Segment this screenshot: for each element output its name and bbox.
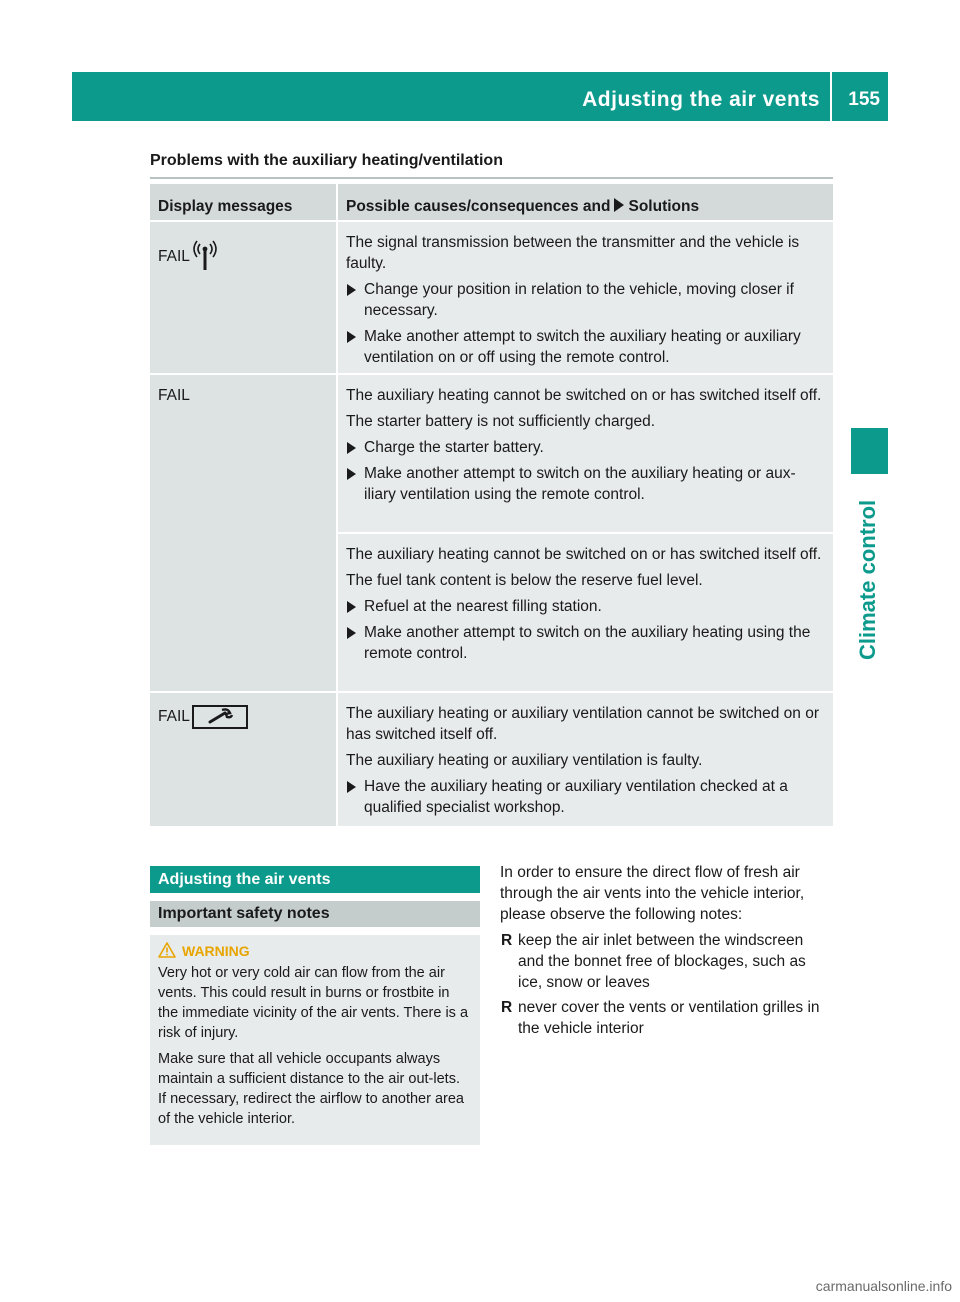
solution-step (346, 279, 825, 321)
cause-text: The auxiliary heating cannot be switched on or has switched itself off. (346, 546, 822, 563)
subsection-heading (150, 901, 480, 927)
warning-box (150, 935, 480, 1145)
table-row (150, 375, 833, 691)
step-text: Charge the starter battery. (364, 439, 544, 456)
display-message: FAIL (158, 248, 190, 266)
table-header (150, 184, 833, 220)
side-tab-marker (851, 428, 888, 474)
cause-text: The auxiliary heating or auxiliary ventilation cannot be switched on or has switched itself off. (346, 705, 820, 743)
arrow-icon (347, 601, 356, 613)
antenna-icon (192, 236, 218, 278)
solution-cell (338, 693, 833, 826)
display-message-cell (150, 375, 336, 691)
arrow-icon (347, 781, 356, 793)
wrench-icon (192, 705, 248, 729)
subsection-heading-text: Important safety notes (158, 905, 330, 922)
step-text: Make another attempt to switch on the auxiliary heating or aux-iliary ventilation using the remote control. (364, 465, 796, 503)
page-number: 155 (848, 89, 880, 110)
arrow-icon (347, 627, 356, 639)
arrow-icon (614, 198, 624, 212)
col-header-causes: Possible causes/consequences and (346, 198, 611, 215)
solution-step (346, 463, 825, 505)
step-text: Make another attempt to switch the auxiliary heating or auxiliary ventilation on or off using the remote control. (364, 328, 801, 366)
col-header-solutions-label: Solutions (628, 198, 700, 215)
step-text: Refuel at the nearest filling station. (364, 598, 602, 615)
cause-text: The auxiliary heating or auxiliary ventilation is faulty. (346, 752, 703, 769)
title-divider (150, 177, 833, 179)
header-title: Adjusting the air vents (582, 88, 820, 111)
solution-step (346, 437, 825, 458)
arrow-icon (347, 284, 356, 296)
solution-cell (338, 534, 833, 691)
step-text: Have the auxiliary heating or auxiliary ventilation checked at a qualified specialist workshop. (364, 778, 788, 816)
arrow-icon (347, 442, 356, 454)
display-message-cell (150, 693, 336, 826)
solution-cell (338, 375, 833, 532)
arrow-icon (347, 468, 356, 480)
warning-text: Make sure that all vehicle occupants always maintain a sufficient distance to the air out-lets. If necessary, redirect the airflow to another area of the vehicle interior. (158, 1051, 464, 1127)
cause-text: The starter battery is not sufficiently charged. (346, 413, 656, 430)
warning-icon (158, 942, 176, 958)
section-title: Problems with the auxiliary heating/ventilation (150, 152, 503, 169)
col-header-solutions (338, 184, 833, 220)
section-heading-text: Adjusting the air vents (158, 871, 331, 888)
solution-cell (338, 222, 833, 373)
solution-step (346, 596, 825, 617)
bullet-icon: R (501, 932, 513, 949)
warning-text: Very hot or very cold air can flow from the air vents. This could result in burns or frostbite in the immediate vicinity of the air vents. There is a risk of injury. (158, 965, 469, 1041)
cause-text: The signal transmission between the transmitter and the vehicle is faulty. (346, 234, 800, 272)
warning-label: WARNING (182, 943, 250, 959)
cause-text: The fuel tank content is below the reserve fuel level. (346, 572, 703, 589)
warning-header (158, 941, 472, 961)
notes-column (500, 862, 833, 1043)
list-item-text: never cover the vents or ventilation grilles in the vehicle interior (518, 999, 820, 1037)
bullet-icon: R (501, 999, 513, 1016)
arrow-icon (347, 331, 356, 343)
watermark: carmanualsonline.info (815, 1278, 952, 1294)
step-text: Change your position in relation to the vehicle, moving closer if necessary. (364, 281, 794, 319)
list-item (500, 997, 833, 1039)
display-message: FAIL (158, 387, 190, 404)
side-tab-label: Climate control (855, 499, 880, 660)
solution-step (346, 622, 825, 664)
solution-step (346, 326, 825, 368)
section-heading (150, 866, 480, 893)
display-message-cell (150, 222, 336, 373)
table-row (150, 693, 833, 826)
cause-text: The auxiliary heating cannot be switched on or has switched itself off. (346, 387, 822, 404)
header-divider (830, 72, 832, 121)
page-header (72, 72, 888, 121)
display-message: FAIL (158, 708, 190, 726)
solution-step (346, 776, 825, 818)
list-item (500, 930, 833, 993)
step-text: Make another attempt to switch on the auxiliary heating using the remote control. (364, 624, 811, 662)
col-header-display: Display messages (150, 184, 336, 220)
table-row (150, 222, 833, 373)
notes-intro: In order to ensure the direct flow of fresh air through the air vents into the vehicle interior, please observe the following notes: (500, 864, 805, 923)
list-item-text: keep the air inlet between the windscreen and the bonnet free of blockages, such as ice, snow or leaves (518, 932, 806, 991)
